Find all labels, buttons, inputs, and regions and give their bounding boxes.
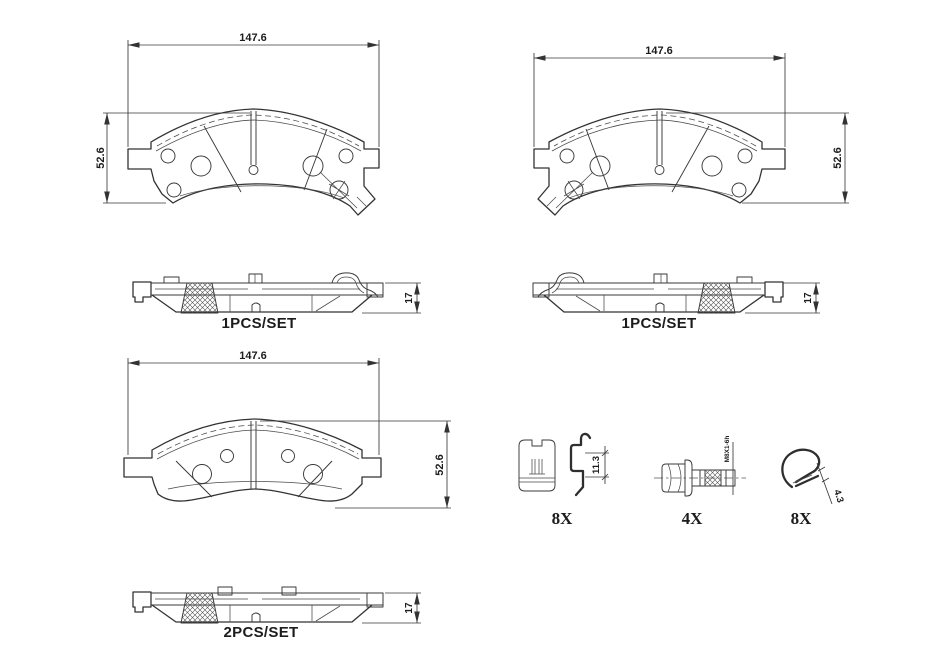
abutment-clip-quantity: 8X — [551, 509, 573, 528]
retainer-tab — [218, 587, 232, 595]
wear-clip-thickness-label: 4.3 — [831, 488, 846, 505]
width-dim-label: 147.6 — [239, 350, 267, 362]
rivet-hole — [193, 465, 212, 484]
shim-hidden-edge — [158, 425, 358, 454]
pad-front-inner-left — [128, 109, 379, 215]
edge-view-base — [533, 282, 783, 313]
clip-front-outline — [519, 440, 555, 491]
thickness-dim-label: 17 — [404, 292, 415, 304]
edge-view-tabs — [654, 274, 752, 283]
center-slot — [251, 421, 256, 489]
width-dim-label: 147.6 — [239, 32, 267, 44]
height-dim-label: 52.6 — [95, 147, 107, 169]
thickness-dim-label: 17 — [803, 292, 814, 304]
width-extension-lines — [534, 53, 785, 147]
view-edge-top-left — [133, 273, 421, 332]
clip-side-profile — [571, 434, 590, 495]
pad-backplate-outline — [124, 419, 381, 501]
edge-view-wear-clip — [538, 273, 584, 297]
height-extension-lines — [103, 113, 250, 203]
set-label: 1PCS/SET — [621, 315, 697, 332]
edge-view-base — [133, 282, 383, 313]
pad-front-inner-right — [534, 109, 785, 215]
view-pad-front-top-left — [95, 32, 379, 215]
set-label: 2PCS/SET — [223, 624, 299, 641]
bolt-thread-spec-label: M8X1-6h — [724, 435, 731, 463]
edge-view-base — [133, 592, 383, 623]
rivet-hole — [282, 450, 295, 463]
chamfer-lines — [176, 461, 332, 497]
view-edge-top-right — [533, 273, 820, 332]
retainer-tab — [282, 587, 296, 595]
edge-view-tabs — [164, 274, 262, 283]
clip-height-dim-label: 11.3 — [591, 456, 602, 474]
rivet-hole — [221, 450, 234, 463]
wear-clip-dim-line — [817, 463, 832, 504]
set-label: 1PCS/SET — [221, 315, 297, 332]
wear-clip-view — [782, 450, 845, 504]
view-pad-front-bottom-left — [124, 350, 451, 508]
height-dim-label: 52.6 — [832, 147, 844, 169]
hardware-kit — [519, 434, 846, 528]
abutment-clip-side-view — [571, 434, 609, 495]
edge-view-wear-clip — [332, 273, 378, 297]
height-dim-label: 52.6 — [434, 454, 446, 476]
view-pad-front-top-right — [534, 45, 849, 215]
abutment-clip-front-view — [519, 440, 555, 491]
clip-front-details — [519, 459, 555, 482]
guide-bolt-quantity: 4X — [681, 509, 703, 528]
guide-bolt-view — [654, 436, 746, 496]
wear-clip-curl — [782, 450, 819, 487]
width-dim-label: 147.6 — [645, 45, 673, 57]
view-edge-bottom-left — [133, 587, 421, 641]
bolt-knurl-hatch — [705, 470, 721, 486]
height-extension-lines — [666, 113, 849, 203]
thickness-dim-label: 17 — [404, 602, 415, 614]
wear-clip-quantity: 8X — [790, 509, 812, 528]
